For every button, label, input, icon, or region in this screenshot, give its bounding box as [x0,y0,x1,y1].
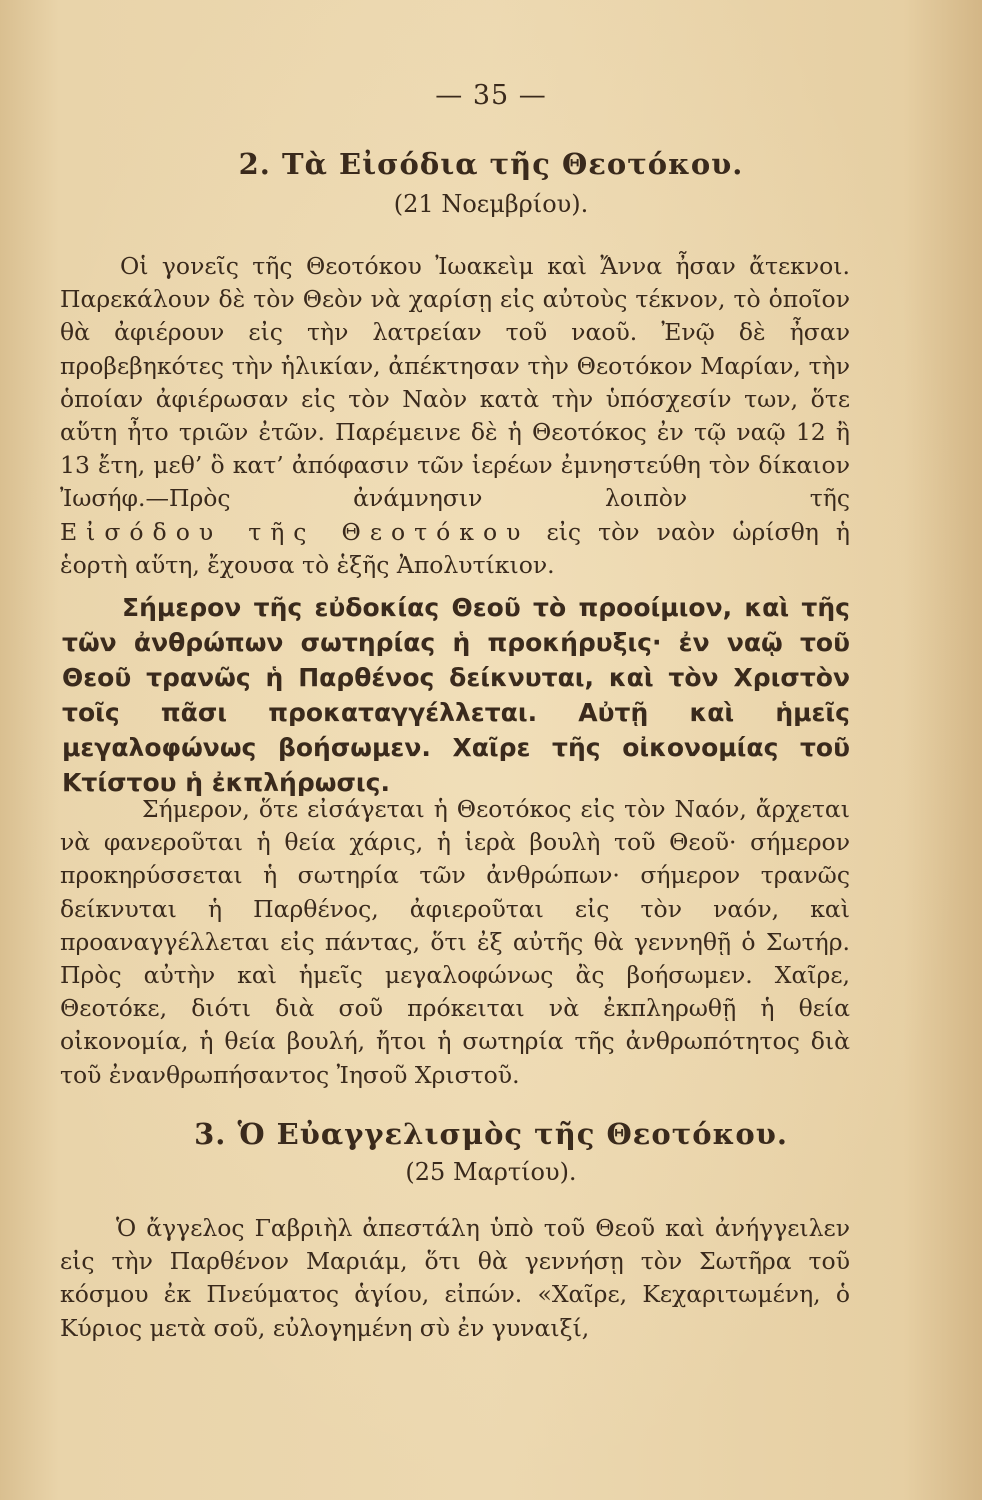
explanation-paragraph: Σήμερον, ὅτε εἰσάγεται ἡ Θεοτόκος εἰς τὸν Ναόν, ἄρχεται νὰ φανεροῦται ἡ θεία χάρις, ἡ ἱερὰ βουλὴ τοῦ Θεοῦ· σήμερον προκηρύσσεται ἡ σωτηρία τῶν ἀνθρώπων· σήμερον τρανῶς δείκνυται ἡ Παρθένος, ἀφιεροῦται εἰς τὸν ναόν, καὶ προαναγγέλλεται εἰς πάντας, ὅτι ἐξ αὐτῆς θὰ γεννηθῇ ὁ Σωτήρ. Πρὸς αὐτὴν καὶ ἡμεῖς μεγαλοφώνως ἂς βοήσωμεν. Χαῖρε, Θεοτόκε, διότι διὰ σοῦ πρόκειται νὰ ἐκπληρωθῇ ἡ θεία οἰκονομία, ἡ θεία βουλή, ἤτοι ἡ σωτηρία τῆς ἀνθρωπότητος διὰ τοῦ ἐνανθρωπήσαντος Ἰησοῦ Χριστοῦ. [60,795,850,1089]
annunciation-paragraph: Ὁ ἄγγελος Γαβριὴλ ἀπεστάλη ὑπὸ τοῦ Θεοῦ καὶ ἀνήγγειλεν εἰς τὴν Παρθένον Μαριάμ, ὅτι θὰ γεννήσῃ τὸν Σωτῆρα τοῦ κόσμου ἐκ Πνεύματος ἁγίου, εἰπών. «Χαῖρε, Κεχαριτωμένη, ὁ Κύριος μετὰ σοῦ, εὐλογημένη σὺ ἐν γυναιξί, [60,1214,850,1342]
apolytikion-hymn: Σήμερον τῆς εὐδοκίας Θεοῦ τὸ προοίμιον, καὶ τῆς τῶν ἀνθρώπων σωτηρίας ἡ προκήρυξις· ἐν ναῷ τοῦ Θεοῦ τρανῶς ἡ Παρθένος δείκνυται, καὶ τὸν Χριστὸν τοῖς πᾶσι προκαταγγέλλεται. Αὐτῇ καὶ ἡμεῖς μεγαλοφώνως βοήσωμεν. Χαῖρε τῆς οἰκονομίας τοῦ Κτίστου ἡ ἐκπλήρωσις. [62,593,850,797]
feast-name-spaced: Εἰσόδου τῆς Θεοτόκου [60,517,530,546]
intro-paragraph-text: Οἱ γονεῖς τῆς Θεοτόκου Ἰωακεὶμ καὶ Ἄννα ἦσαν ἄτεκνοι. Παρεκάλουν δὲ τὸν Θεὸν νὰ χαρίσῃ εἰς αὐτοὺς τέκνον, τὸ ὁποῖον θὰ ἀφιέρουν εἰς τὴν λατρείαν τοῦ ναοῦ. Ἐνῷ δὲ ἦσαν προβεβηκότες τὴν ἡλικίαν, ἀπέκτησαν τὴν Θεοτόκον Μαρίαν, τὴν ὁποίαν ἀφιέρωσαν εἰς τὸν Ναὸν κατὰ τὴν ὑπόσχεσίν των, ὅτε αὕτη ἦτο τριῶν ἐτῶν. Παρέμεινε δὲ ἡ Θεοτόκος ἐν τῷ ναῷ 12 ἢ 13 ἔτη, μεθ’ ὃ κατ’ ἀπόφασιν τῶν ἱερέων ἐμνηστεύθη τὸν δίκαιον Ἰωσήφ.—Πρὸς ἀνάμνησιν λοιπὸν τῆς [60,252,850,513]
section-date-eisodia: (21 Νοεμβρίου). [393,190,589,218]
section-date-evangelismos: (25 Μαρτίου). [405,1158,577,1186]
section-title-eisodia: 2. Τὰ Εἰσόδια τῆς Θεοτόκου. [238,147,744,181]
page-number: — 35 — [435,80,547,111]
intro-paragraph [60,250,850,582]
section-title-evangelismos: 3. Ὁ Εὐαγγελισμὸς τῆς Θεοτόκου. [194,1117,788,1151]
intro-paragraph-end: εἰς τὸν ναὸν ὡρίσθη ἡ ἑορτὴ αὕτη, ἔχουσα τὸ ἑξῆς Ἀπολυτίκιον. [60,517,850,579]
